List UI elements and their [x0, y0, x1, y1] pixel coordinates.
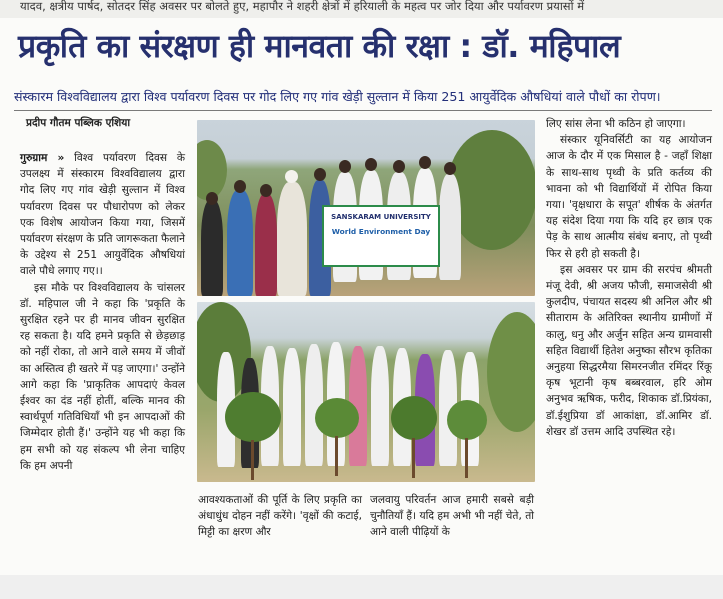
person — [227, 190, 253, 296]
sapling — [225, 392, 281, 442]
page-footer-margin — [0, 575, 723, 599]
paragraph: लिए सांस लेना भी कठिन हो जाएगा। — [546, 118, 686, 130]
article-column-1 — [20, 150, 185, 474]
paragraph — [20, 150, 185, 280]
paragraph-text: विश्व पर्यावरण दिवस के उपलक्ष्य में संस्कारम विश्वविद्यालय द्वारा गोद लिए गए गांव खेड़ी सुल्तान में विश्व पर्यावरण दिवस पर पौधारोपण को लेकर एक विशेष आयोजन किया गया, जिसमें पर्यावरण संरक्षण के प्रति जागरूकता फैलाने के उद्देश्य से 251 आयुर्वेदिक औषधियां वाले पौधे लगाए गए।। — [20, 152, 186, 278]
photo-plantation-group — [197, 302, 535, 482]
head — [206, 192, 218, 205]
head — [419, 156, 431, 169]
person — [277, 182, 307, 296]
sapling-stem — [335, 436, 338, 476]
sapling — [315, 398, 359, 438]
paragraph: संस्कार यूनिवर्सिटी का यह आयोजन आज के दौर में एक मिसाल है - जहाँ शिक्षा के साथ-साथ पृथ्वी के प्रति कर्तव्य की भावना को भी विद्यार्थियों में रोपित किया गया। 'वृक्षधारा के सपूत' शीर्षक के अंतर्गत यह संदेश दिया गया कि यदि हर छात्र एक पेड़ के साथ आत्मीय संबंध बनाए, तो पृथ्वी फिर से हरी हो सकती है। — [546, 134, 712, 260]
head — [314, 168, 326, 181]
head — [393, 160, 405, 173]
article-column-3-continuation: जलवायु परिवर्तन आज हमारी सबसे बड़ी चुनौतियाँ हैं। यदि हम अभी भी नहीं चेते, तो आने वाली पीढ़ियों के — [370, 494, 534, 539]
sapling — [447, 400, 487, 440]
sapling-stem — [465, 438, 468, 478]
subheadline: संस्कारम विश्वविद्यालय द्वारा विश्व पर्यावरण दिवस पर गोद लिए गए गांव खेड़ी सुल्तान में किया 251 आयुर्वेदिक औषधियां वाले पौधों का रोपण। — [14, 89, 661, 104]
dateline: गुरुग्राम » — [20, 152, 65, 164]
paragraph: इस मौके पर विश्वविद्यालय के चांसलर डॉ. महिपाल जी ने कहा कि 'प्रकृति के सुरक्षित रहने पर ही मानव जीवन सुरक्षित रह सकता है। यदि हमने प्रकृति से छेड़छाड़ को नहीं रोका, तो आने वाले समय में जीवों का अस्तित्व ही खतरे में पड़ जाएगा।' उन्होंने आगे कहा कि 'प्राकृतिक आपदाएं केवल ईश्वर का दंड नहीं होतीं, बल्कि मानव की स्वार्थपूर्ण गतिविधियाँ भी इन आपदाओं की जिम्मेदार होती हैं।' उन्होंने यह भी कहा कि हम सभी को यह संकल्प भी लेना चाहिए कि हम अपनी — [20, 281, 185, 472]
head — [365, 158, 377, 171]
paragraph: इस अवसर पर ग्राम की सरपंच श्रीमती मंजू देवी, श्री अजय फौजी, समाजसेवी श्री कुलदीप, पंचायत सदस्य श्री अनिल और श्री सीताराम के अतिरिक्त स्थानीय ग्रामीणों में कालु, धनु और अर्जुन सहित अन्य ग्रामवासी सहित विद्यार्थी हितेश अनुष्का सौरभ कृतिका अनुहया सिद्धरमैया सिमरनजीत रमिंदर रिंकू कृष भूटानी कृष बब्बरवाल, हरि ओम अनुभव ऋषिक, फरीद, शिकाक डॉ.प्रियंका, डॉ.ईशुप्रिया डॉ आकांक्षा, डॉ.आमिर डॉ. शेखर डॉ उत्तम आदि उपस्थित रहे। — [546, 263, 712, 438]
sapling-stem — [251, 440, 254, 480]
head — [339, 160, 351, 173]
head — [444, 162, 456, 175]
previous-article-strip: यादव, क्षत्रीय पार्षद, सोतदर सिंह अवसर पर बोलते हुए, महापौर ने शहरी क्षेत्रों में हरियाली के महत्व पर जोर दिया और पर्यावरण प्रयासों में — [0, 0, 723, 18]
sapling — [391, 396, 437, 440]
tree — [197, 140, 227, 200]
article-column-2-continuation: आवश्यकताओं की पूर्ति के लिए प्रकृति का अंधाधुंध दोहन नहीं करेंगे। 'वृक्षों की कटाई, मिट्टी का क्षरण और — [198, 494, 362, 539]
sapling-stem — [412, 438, 415, 478]
byline: प्रदीप गौतम पब्लिक एशिया — [26, 117, 131, 129]
banner-caption: World Environment Day — [331, 227, 431, 236]
head — [285, 170, 298, 183]
event-banner — [322, 205, 440, 267]
head — [234, 180, 246, 193]
headline: प्रकृति का संरक्षण ही मानवता की रक्षा : डॉ. महिपाल — [18, 27, 621, 65]
person — [201, 200, 223, 296]
head — [260, 184, 272, 197]
photo-group-with-banner — [197, 120, 535, 296]
person — [255, 194, 277, 296]
university-logo: SANSKARAM UNIVERSITY — [331, 213, 431, 221]
person — [371, 346, 389, 466]
person — [439, 174, 461, 280]
person — [283, 348, 301, 466]
divider — [14, 110, 712, 111]
tree — [487, 312, 535, 432]
article-column-4 — [546, 116, 712, 440]
